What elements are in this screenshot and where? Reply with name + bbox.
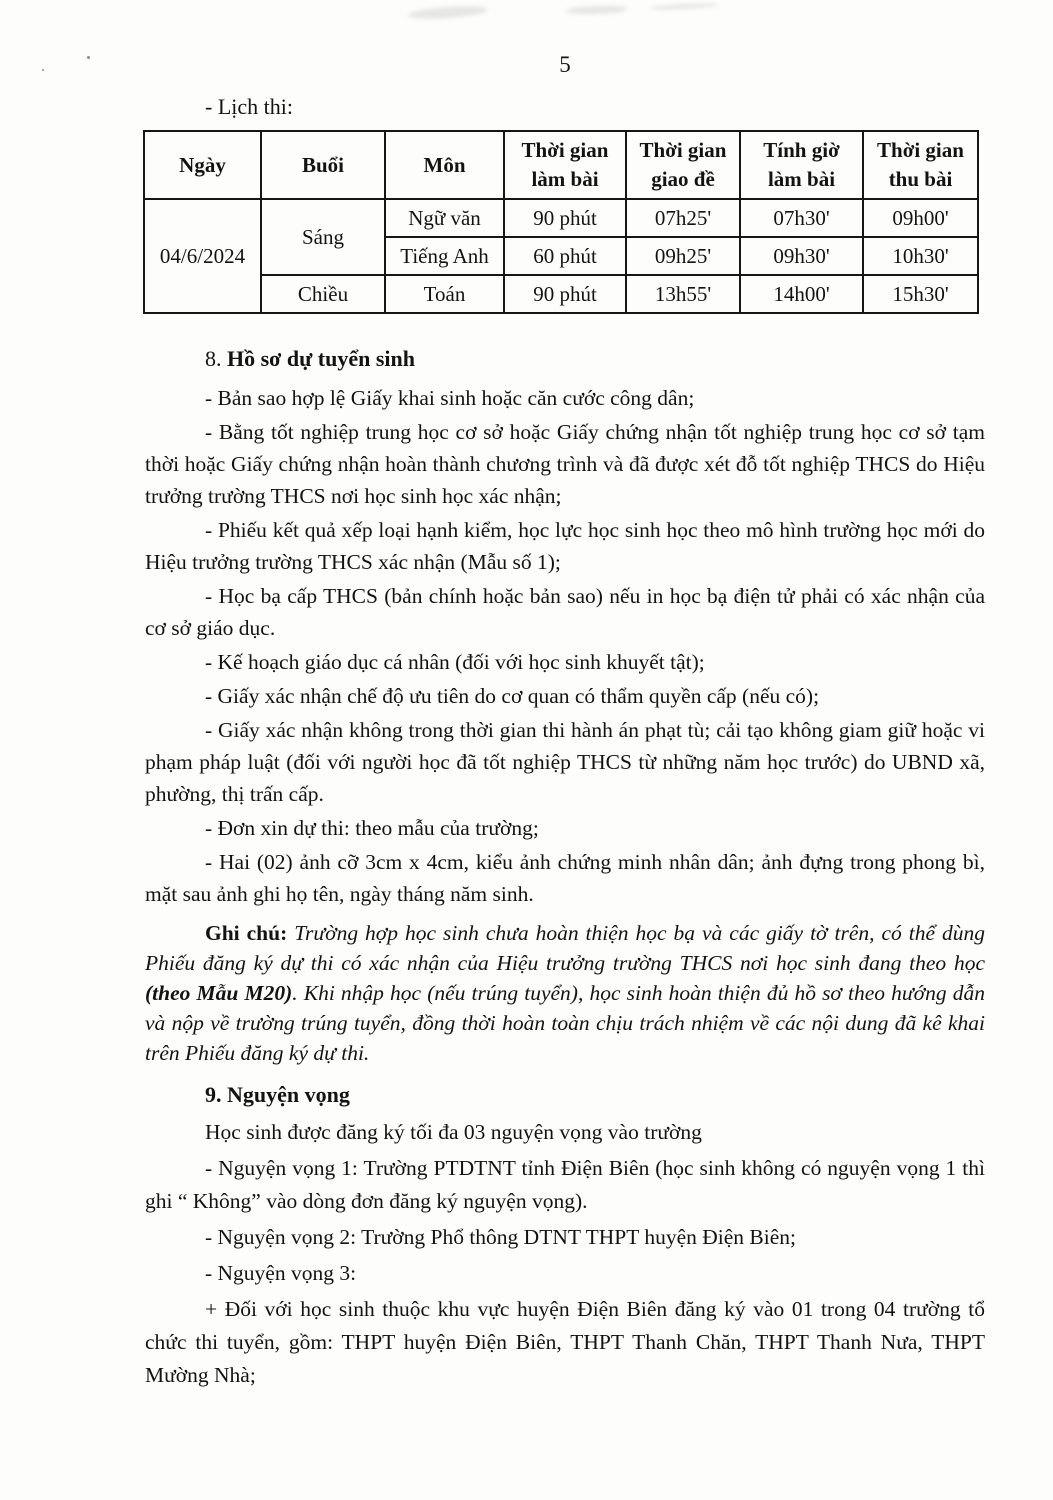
scan-speck: [42, 69, 44, 71]
section8-item: - Bằng tốt nghiệp trung học cơ sở hoặc Giấy chứng nhận tốt nghiệp trung học cơ sở tạm thời hoặc Giấy chứng nhận hoàn thành chương trình và đã được xét đỗ tốt nghiệp THCS do Hiệu trưởng trường THCS nơi học sinh học xác nhận;: [145, 420, 985, 508]
session-morning-cell: Sáng: [261, 199, 385, 275]
table-cell: 07h25': [626, 199, 740, 237]
note-text: . Khi nhập học (nếu trúng tuyển), học sinh hoàn thiện đủ hồ sơ theo hướng dẫn và nộp về trường trúng tuyển, đồng thời hoàn toàn chịu trách nhiệm về các nội dung đã kê khai trên Phiếu đăng ký dự thi.: [145, 981, 985, 1065]
scan-smudge: [650, 2, 718, 11]
col-header-thoi-gian-thu-bai: Thời gian thu bài: [863, 131, 978, 199]
col-header-buoi: Buổi: [261, 131, 385, 199]
scan-speck: [87, 56, 90, 59]
table-cell: 09h00': [863, 199, 978, 237]
table-cell: Tiếng Anh: [385, 237, 504, 275]
col-header-mon: Môn: [385, 131, 504, 199]
section8-item: - Giấy xác nhận không trong thời gian thi hành án phạt tù; cải tạo không giam giữ hoặc vi phạm pháp luật (đối với người học đã tốt nghiệp THCS từ những năm học trước) do UBND xã, phường, thị trấn cấp.: [145, 718, 985, 806]
table-header-row: [144, 131, 978, 199]
table-cell: 07h30': [740, 199, 863, 237]
section9-item: + Đối với học sinh thuộc khu vực huyện Điện Biên đăng ký vào 01 trong 04 trường tổ chức thi tuyển, gồm: THPT huyện Điện Biên, THPT Thanh Chăn, THPT Thanh Nưa, THPT Mường Nhà;: [145, 1297, 985, 1387]
table-cell: 10h30': [863, 237, 978, 275]
note-bold-italic: (theo Mẫu M20): [145, 981, 293, 1005]
section8-item: - Kế hoạch giáo dục cá nhân (đối với học sinh khuyết tật);: [205, 650, 705, 674]
col-header-tinh-gio-lam-bai: Tính giờ làm bài: [740, 131, 863, 199]
section8-item: - Giấy xác nhận chế độ ưu tiên do cơ quan có thẩm quyền cấp (nếu có);: [205, 684, 820, 708]
note-paragraph: [145, 918, 985, 1068]
table-row: [144, 275, 978, 313]
date-cell: 04/6/2024: [144, 199, 261, 313]
exam-schedule-table: [143, 130, 979, 314]
scan-smudge: [408, 4, 489, 21]
section9-number: 9.: [205, 1082, 222, 1107]
table-cell: 90 phút: [504, 199, 626, 237]
note-label: Ghi chú:: [205, 921, 288, 945]
table-cell: Ngữ văn: [385, 199, 504, 237]
section8-item: - Bản sao hợp lệ Giấy khai sinh hoặc căn cước công dân;: [205, 386, 695, 410]
section8-heading: [145, 344, 985, 374]
table-cell: 13h55': [626, 275, 740, 313]
section8-item: - Hai (02) ảnh cỡ 3cm x 4cm, kiểu ảnh chứng minh nhân dân; ảnh đựng trong phong bì, mặt sau ảnh ghi họ tên, ngày tháng năm sinh.: [145, 850, 985, 906]
section8-item: - Phiếu kết quả xếp loại hạnh kiểm, học lực học sinh học theo mô hình trường học mới do Hiệu trưởng trường THCS xác nhận (Mẫu số 1);: [145, 518, 985, 574]
table-cell: 60 phút: [504, 237, 626, 275]
section9-item: - Nguyện vọng 2: Trường Phổ thông DTNT THPT huyện Điện Biên;: [205, 1225, 796, 1249]
table-cell: 15h30': [863, 275, 978, 313]
section9: [145, 1080, 985, 1392]
section9-item: - Nguyện vọng 1: Trường PTDTNT tỉnh Điện Biên (học sinh không có nguyện vọng 1 thì ghi “ Không” vào dòng đơn đăng ký nguyện vọng).: [145, 1156, 985, 1213]
col-header-thoi-gian-lam-bai: Thời gian làm bài: [504, 131, 626, 199]
col-header-thoi-gian-giao-de: Thời gian giao đề: [626, 131, 740, 199]
session-afternoon-cell: Chiều: [261, 275, 385, 313]
note-text: Trường hợp học sinh chưa hoàn thiện học bạ và các giấy tờ trên, có thể dùng Phiếu đăng ký dự thi có xác nhận của Hiệu trưởng trường THCS nơi học sinh đang theo học: [145, 921, 985, 975]
col-header-ngay: Ngày: [144, 131, 261, 199]
table-cell: 09h30': [740, 237, 863, 275]
table-cell: 14h00': [740, 275, 863, 313]
section8-item: - Học bạ cấp THCS (bản chính hoặc bản sao) nếu in học bạ điện tử phải có xác nhận của cơ sở giáo dục.: [145, 584, 985, 640]
section8-title: Hồ sơ dự tuyển sinh: [227, 346, 415, 371]
table-row: [144, 199, 978, 237]
table-cell: Toán: [385, 275, 504, 313]
schedule-label: - Lịch thi:: [205, 94, 293, 119]
table-cell: 90 phút: [504, 275, 626, 313]
table-cell: 09h25': [626, 237, 740, 275]
scan-smudge: [566, 5, 628, 15]
page-number: 5: [559, 52, 571, 77]
section9-intro: Học sinh được đăng ký tối đa 03 nguyện vọng vào trường: [205, 1120, 702, 1144]
section8-item: - Đơn xin dự thi: theo mẫu của trường;: [205, 816, 539, 840]
section9-title: Nguyện vọng: [227, 1082, 350, 1107]
section9-heading: [145, 1080, 985, 1110]
section9-item: - Nguyện vọng 3:: [205, 1261, 357, 1285]
section8-number: 8.: [205, 346, 222, 371]
